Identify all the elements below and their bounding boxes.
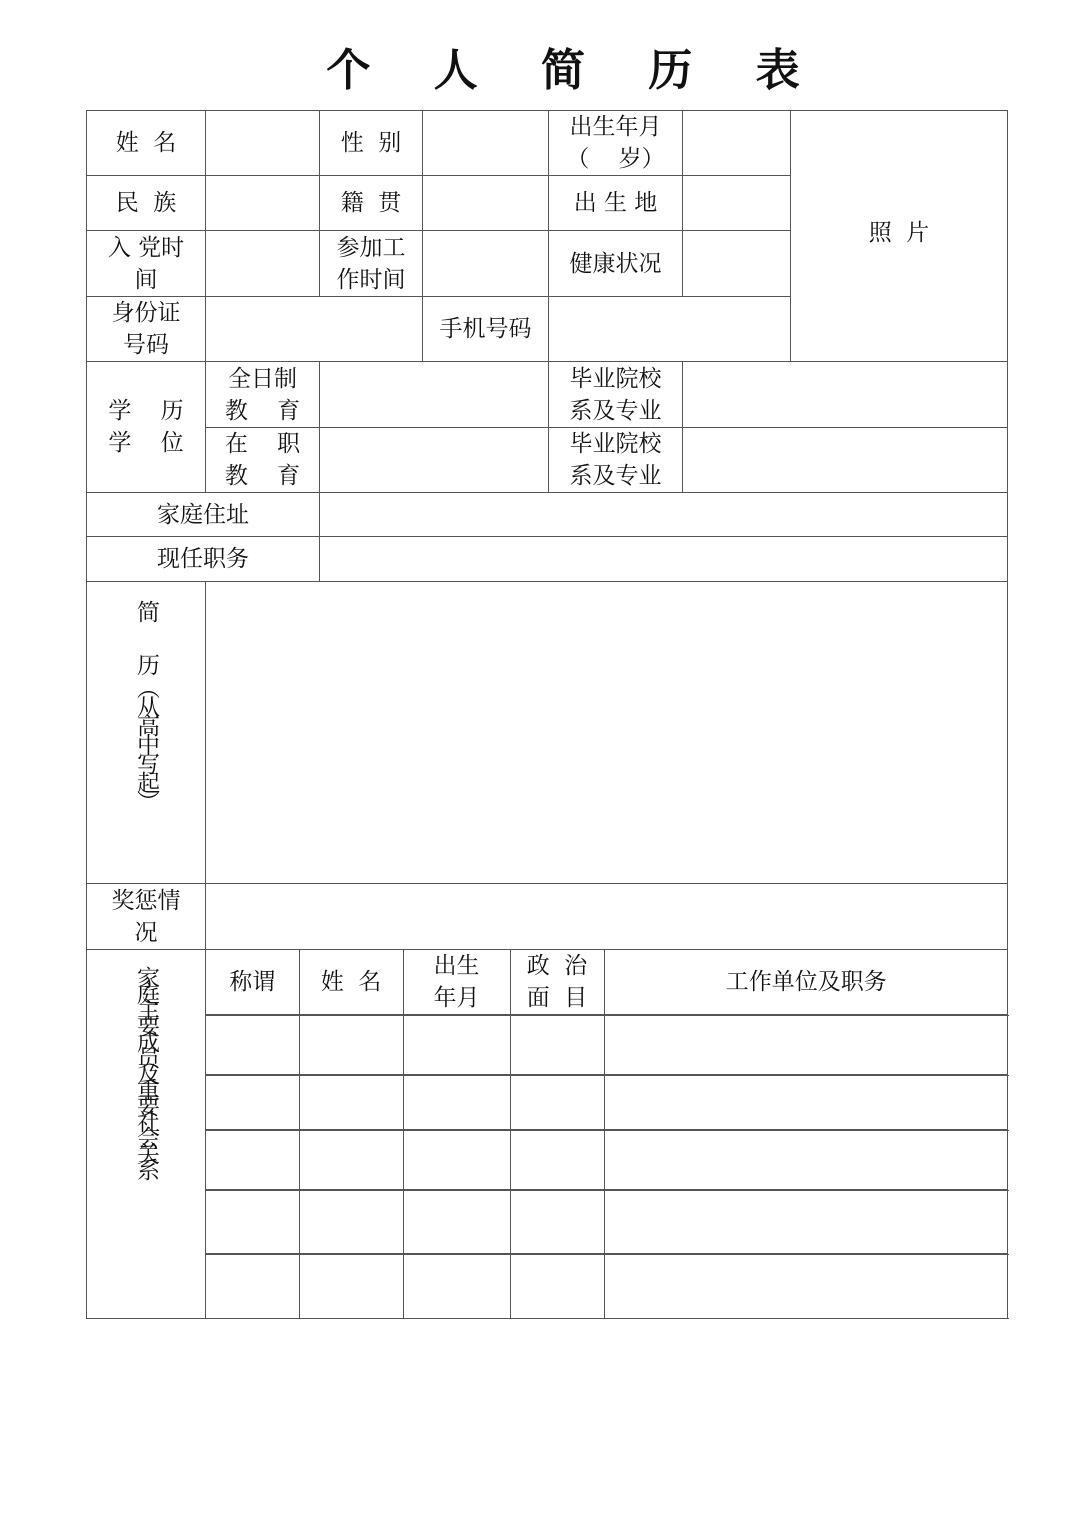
family-row-wrap (206, 1075, 1008, 1131)
native-place-label: 籍 贯 (320, 176, 423, 231)
party-time-field[interactable] (206, 231, 320, 297)
family-cell[interactable] (604, 1255, 1008, 1318)
family-cell[interactable] (299, 1131, 403, 1189)
family-cell[interactable] (510, 1191, 604, 1254)
family-label (87, 950, 206, 1319)
family-politics-header: 政 治 面 目 (510, 950, 604, 1015)
fulltime-school-label: 毕业院校 系及专业 (549, 362, 683, 428)
ethnic-label: 民 族 (87, 176, 206, 231)
family-cell[interactable] (510, 1131, 604, 1189)
awards-label: 奖惩情 况 (87, 884, 206, 950)
family-cell[interactable] (604, 1191, 1008, 1254)
family-cell[interactable] (206, 1076, 299, 1130)
parttime-school-label: 毕业院校 系及专业 (549, 428, 683, 493)
family-cell[interactable] (206, 1131, 299, 1189)
family-cell[interactable] (403, 1016, 510, 1074)
health-label: 健康状况 (549, 231, 683, 297)
family-name-header: 姓 名 (299, 950, 403, 1015)
resume-label (87, 582, 206, 884)
id-number-label: 身份证 号码 (87, 297, 206, 362)
position-field[interactable] (320, 537, 1008, 582)
family-cell[interactable] (604, 1076, 1008, 1130)
health-field[interactable] (683, 231, 791, 297)
family-row (206, 1016, 1008, 1075)
mobile-label: 手机号码 (423, 297, 549, 362)
family-row (206, 1191, 1008, 1255)
family-row (206, 1076, 1008, 1131)
family-cell[interactable] (299, 1076, 403, 1130)
family-cell[interactable] (604, 1131, 1008, 1189)
family-cell[interactable] (403, 1191, 510, 1254)
resume-table (86, 110, 1008, 1319)
family-cell[interactable] (510, 1255, 604, 1318)
family-cell[interactable] (510, 1016, 604, 1074)
family-cell[interactable] (403, 1131, 510, 1189)
position-label: 现任职务 (87, 537, 320, 582)
ethnic-field[interactable] (206, 176, 320, 231)
name-field[interactable] (206, 111, 320, 176)
fulltime-school-field[interactable] (683, 362, 1008, 428)
parttime-school-field[interactable] (683, 428, 1008, 493)
family-cell[interactable] (206, 1191, 299, 1254)
address-field[interactable] (320, 493, 1008, 537)
gender-field[interactable] (423, 111, 549, 176)
name-label: 姓 名 (87, 111, 206, 176)
education-label: 学 历 学 位 (87, 362, 206, 493)
family-cell[interactable] (299, 1191, 403, 1254)
birthplace-label: 出 生 地 (549, 176, 683, 231)
family-row-wrap (206, 1016, 1008, 1076)
resume-field[interactable] (206, 582, 1008, 884)
parttime-edu-field[interactable] (320, 428, 549, 493)
family-cell[interactable] (604, 1016, 1008, 1074)
gender-label: 性 别 (320, 111, 423, 176)
work-time-field[interactable] (423, 231, 549, 297)
resume-label-3: （从高中写起） (133, 676, 159, 809)
party-time-label: 入 党时 间 (87, 231, 206, 297)
family-row (206, 1255, 1008, 1318)
birthplace-field[interactable] (683, 176, 791, 231)
family-cell[interactable] (206, 1255, 299, 1318)
family-birth-header: 出生 年月 (403, 950, 510, 1015)
family-cell[interactable] (403, 1076, 510, 1130)
birth-field[interactable] (683, 111, 791, 176)
family-cell[interactable] (299, 1255, 403, 1318)
family-cell[interactable] (299, 1016, 403, 1074)
family-row-wrap (206, 1190, 1008, 1255)
relation-header: 称谓 (206, 950, 299, 1015)
family-header-wrap (206, 950, 1008, 1016)
family-label-text: 家庭主要成员及重要社会关系 (133, 966, 159, 1174)
family-header (206, 950, 1008, 1015)
resume-label-1: 简 (133, 600, 159, 623)
family-row-wrap (206, 1255, 1008, 1319)
family-work-header: 工作单位及职务 (604, 950, 1008, 1015)
birth-label: 出生年月 （ 岁） (549, 111, 683, 176)
resume-label-2: 历 (133, 653, 159, 676)
family-row-wrap (206, 1131, 1008, 1191)
family-cell[interactable] (510, 1076, 604, 1130)
awards-field[interactable] (206, 884, 1008, 950)
family-cell[interactable] (206, 1016, 299, 1074)
address-label: 家庭住址 (87, 493, 320, 537)
fulltime-edu-label: 全日制 教 育 (206, 362, 320, 428)
fulltime-edu-field[interactable] (320, 362, 549, 428)
native-place-field[interactable] (423, 176, 549, 231)
id-number-field[interactable] (206, 297, 423, 362)
photo-box[interactable]: 照 片 (791, 111, 1008, 362)
family-row (206, 1131, 1008, 1190)
page-title: 个 人 简 历 表 (326, 45, 824, 96)
family-cell[interactable] (403, 1255, 510, 1318)
work-time-label: 参加工 作时间 (320, 231, 423, 297)
mobile-field[interactable] (549, 297, 791, 362)
parttime-edu-label: 在 职 教 育 (206, 428, 320, 493)
